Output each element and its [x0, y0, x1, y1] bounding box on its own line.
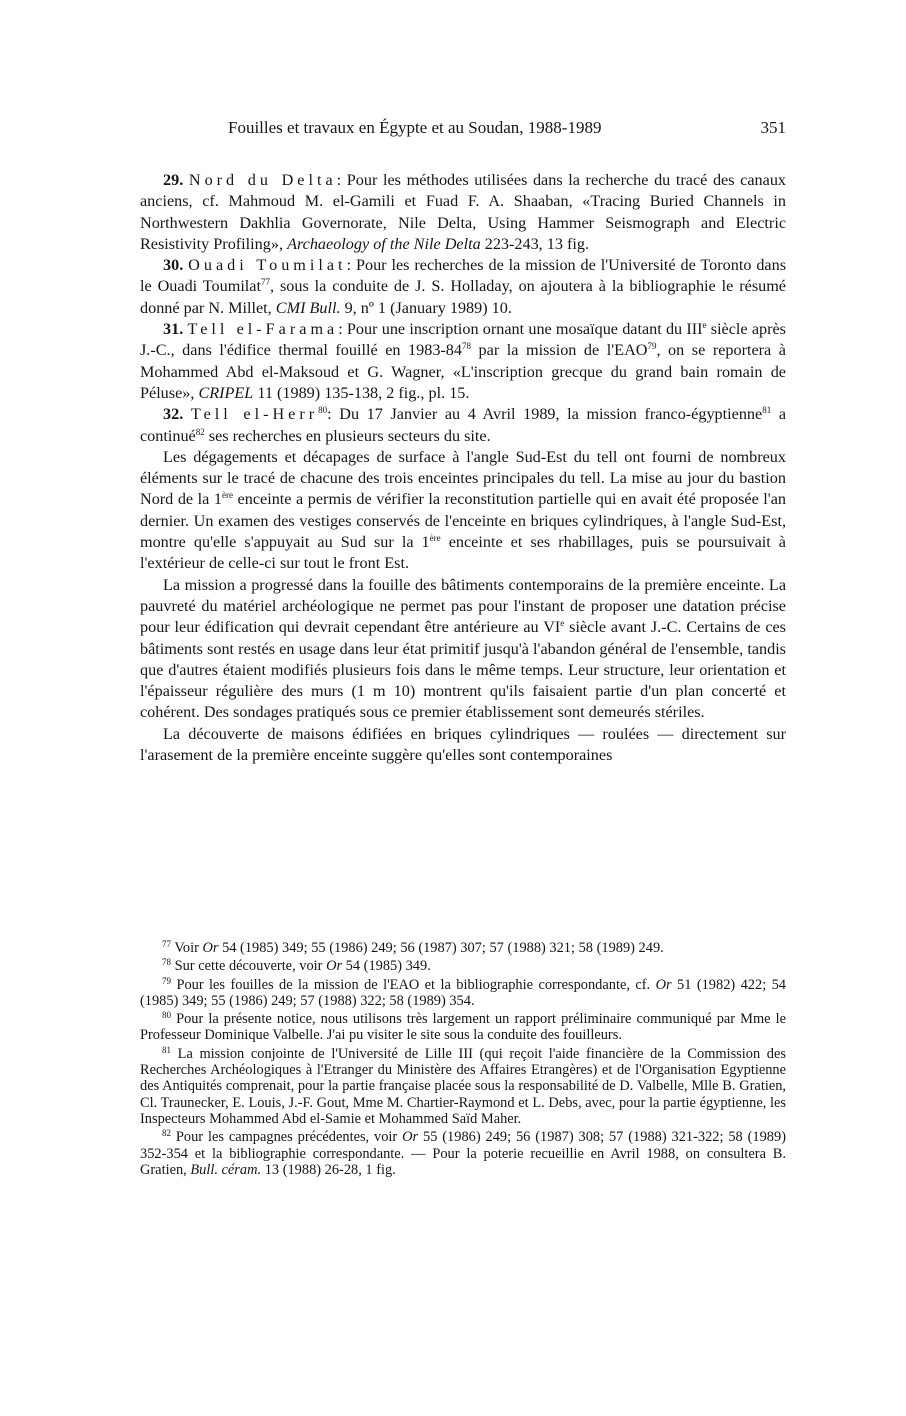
paragraph: La découverte de maisons édifiées en briques cylindriques — roulées — directement sur l'arasement de la première enceinte suggère qu'elles sont contemporaines	[140, 724, 786, 765]
footnote-mark: 80	[162, 1010, 171, 1021]
paragraph: La mission a progressé dans la fouille des bâtiments contemporains de la première enceinte. La pauvreté du matériel archéologique ne permet pas pour l'instant de proposer une datation précise pour leur édification qui devrait cependant être antérieure au VIe siècle avant J.-C. Certains de ces bâtiments sont restés en usage dans leur état primitif jusqu'à l'abandon général de l'ensemble, tandis que d'autres étaient modifiés plusieurs fois dans le même temps. Leur structure, leur orientation et l'épaisseur régulière des murs (1 m 10) montrent qu'ils faisaient partie d'un plan concerté et cohérent. Des sondages pratiqués sous ce premier établissement sont demeurés stériles.	[140, 575, 786, 722]
section-29: 29. Nord du Delta: Pour les méthodes utilisées dans la recherche du tracé des canaux anciens, cf. Mahmoud M. el-Gamili et Fuad F. A. Shaaban, «Tracing Buried Channels in Northwestern Dakhlia Governorate, Nile Delta, Using Hammer Seismograph and Electric Resistivity Profiling», Archaeology of the Nile Delta 223-243, 13 fig.	[140, 171, 787, 253]
section-number: 30.	[163, 256, 184, 275]
section-31: 31. Tell el-Farama: Pour une inscription ornant une mosaïque datant du IIIe siècle après J.-C., dans l'édifice thermal fouillé en $1983-84^{78}$ par la mission de l'EAO$^{79}$, on se reportera à Mohammed Abd el-Maksoud et G. Wagner, «L'inscription grecque du grand bain romain de Péluse», CRIPEL 11 (1989) 135-138, 2 fig., pl. 15.	[140, 320, 786, 402]
paragraph: Les dégagements et décapages de surface à l'angle Sud-Est du tell ont fourni de nombreux éléments sur le tracé de chacune des trois enceintes principales du tell. La mise au jour du bastion Nord de la 1ère enceinte a permis de vérifier la reconstitution partielle qui en avait été proposée l'an dernier. Un examen des vestiges conservés de l'enceinte en briques cylindriques, à l'angle Sud-Est, montre qu'elle s'appuyait au Sud sur la 1ère enceinte et ses rhabillages, puis se poursuivait à l'extérieur de celle-ci sur tout le front Est.	[140, 447, 786, 573]
section-heading: Nord du Delta	[188, 171, 337, 189]
section-number: 32.	[163, 405, 184, 424]
footnote: $^{80}$ Pour la présente notice, nous utilisons très largement un rapport préliminaire communiqué par Mme le Professeur Dominique Valbelle. J'ai pu visiter le site sous la conduite des fouilleurs.	[140, 1010, 786, 1044]
footnote: $^{78}$ Sur cette découverte, voir Or 54 (1985) 349.	[162, 957, 431, 975]
page-number: 351	[760, 118, 786, 137]
footnote-mark: 77	[162, 939, 171, 949]
footnote: $^{82}$ Pour les campagnes précédentes, voir Or 55 (1986) 249; 56 (1987) 308; 57 (1988) 321-322; 58 (1989) 352-354 et la bibliographie correspondante. — Pour la poterie recueillie en Avril 1988, on consultera B. Gratien, Bull. céram. 13 (1988) 26-28, 1 fig.	[140, 1128, 786, 1178]
footnote-ref[interactable]: 79	[647, 341, 657, 352]
section-32: 32. Tell el-Herr$^{80}$: Du 17 Janvier au 4 Avril 1989, la mission franco-égyptienne$^{81}$ a continué$^{82}$ ses recherches en plusieurs secteurs du site.	[140, 405, 787, 445]
footnote-ref[interactable]: 78	[462, 341, 471, 352]
section-heading: Tell el-Herr	[190, 405, 319, 424]
footnote-ref[interactable]: 82	[195, 426, 205, 437]
main-text	[140, 170, 786, 766]
footnote: $^{77}$ Voir Or 54 (1985) 349; 55 (1986) 249; 56 (1987) 307; 57 (1988) 321; 58 (1989) 249.	[162, 939, 664, 956]
section-heading: Tell el-Farama	[187, 320, 339, 339]
section-30: 30. Ouadi Toumilat: Pour les recherches de la mission de l'Université de Toronto dans le Ouadi Toumilat$^{77}$, sous la conduite de J. S. Holladay, on ajoutera à la bibliographie le résumé donné par N. Millet, CMI Bull. 9, nº 1 (January 1989) 10.	[140, 256, 787, 317]
section-number: 31.	[163, 320, 184, 339]
footnote-ref[interactable]: 80	[318, 405, 328, 416]
footnotes	[140, 940, 786, 1180]
footnote-mark: 78	[162, 957, 171, 968]
footnote-ref[interactable]: 77	[261, 277, 270, 288]
footnote-mark: 79	[162, 975, 171, 986]
section-number: 29.	[163, 171, 184, 189]
footnote-mark: 82	[162, 1128, 171, 1139]
footnote-mark: 81	[162, 1044, 171, 1055]
footnote-ref[interactable]: 81	[762, 405, 772, 416]
running-title: Fouilles et travaux en Égypte et au Soudan, 1988-1989	[228, 118, 602, 137]
section-heading: Ouadi Toumilat	[188, 256, 347, 275]
footnote: $^{81}$ La mission conjointe de l'Université de Lille III (qui reçoit l'aide financière de la Commission des Recherches Archéologiques à l'Etranger du Ministère des Affaires Etrangères) et de l'Organisation Egyptienne des Antiquités comprenait, pour la partie française placée sous la responsabilité de D. Valbelle, Mlle B. Gratien, Cl. Traunecker, E. Louis, J.-F. Gout, Mme M. Chartier-Raymond et L. Debs, avec, pour la partie égyptienne, les Inspecteurs Mohammed Abd el-Samie et Mohammed Saïd Maher.	[140, 1044, 786, 1127]
footnote: $^{79}$ Pour les fouilles de la mission de l'EAO et la bibliographie correspondante, cf. Or 51 (1982) 422; 54 (1985) 349; 55 (1986) 249; 57 (1988) 322; 58 (1989) 354.	[140, 975, 787, 1009]
running-header	[140, 118, 786, 142]
